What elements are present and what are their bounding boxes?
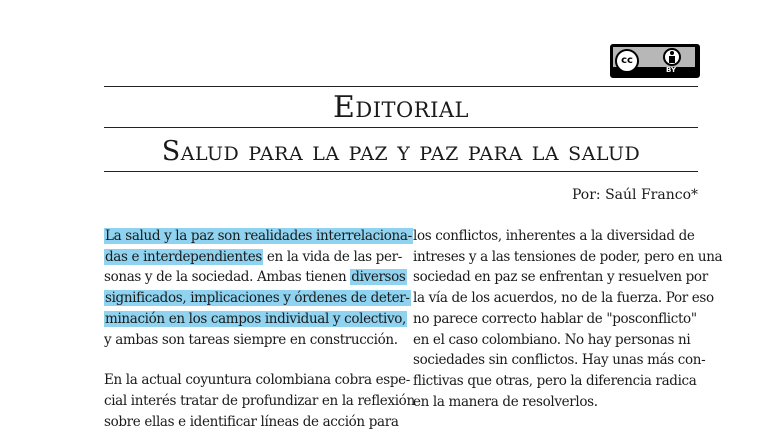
highlighted-text[interactable]: das e interdependientes: [105, 248, 262, 265]
attribution-person-icon: [663, 48, 681, 66]
text-line: En la actual coyuntura colombiana cobra espe-: [104, 372, 410, 389]
highlighted-text[interactable]: La salud y la paz son realidades interrelaciona-: [105, 228, 412, 244]
left-column: [104, 226, 415, 432]
text-line: en el caso colombiano. No hay personas ni: [413, 331, 691, 348]
text-line: no parece correcto hablar de "posconflicto": [413, 310, 697, 327]
text-line: [104, 226, 412, 247]
body-text: sonas y de la sociedad. Ambas tienen: [104, 269, 351, 286]
text-line: sobre ellas e identificar líneas de acción para: [104, 413, 399, 430]
bottom-rule: [104, 171, 698, 172]
right-column: [413, 226, 723, 412]
text-line: [104, 288, 410, 309]
cc-icon: cc: [615, 49, 639, 73]
text-line: los conflictos, inherentes a la diversidad de: [413, 228, 695, 244]
paragraph: [104, 226, 412, 350]
paragraph-gap: [104, 350, 394, 370]
text-line: sociedades sin conflictos. Hay unas más con-: [413, 352, 706, 369]
text-line: flictivas que otras, pero la diferencia radica: [413, 372, 697, 389]
text-line: la vía de los acuerdos, no de la fuerza. Por eso: [413, 290, 714, 307]
paragraph: [104, 370, 415, 432]
highlighted-text[interactable]: significados, implicaciones y órdenes de deter-: [105, 290, 410, 307]
creative-commons-by-badge: [610, 44, 700, 78]
text-line: [104, 247, 402, 268]
article-title: Salud para la paz y paz para la salud: [161, 136, 641, 167]
paragraph: [413, 226, 723, 412]
license-by-label: BY: [666, 66, 677, 74]
body-text: en la vida de las per-: [262, 248, 402, 265]
text-line: en la manera de resolverlos.: [413, 393, 598, 410]
text-line: y ambas son tareas siempre en construcción.: [104, 331, 398, 348]
text-line: cial interés tratar de profundizar en la reflexión: [104, 392, 415, 409]
text-line: [104, 267, 406, 288]
highlighted-text[interactable]: diversos: [351, 269, 406, 286]
top-rule: [104, 86, 698, 87]
text-line: [104, 309, 406, 330]
author-byline: Por: Saúl Franco*: [571, 187, 698, 203]
text-line: intreses y a las tensiones de poder, pero en una: [413, 248, 723, 265]
middle-rule: [104, 127, 698, 128]
highlighted-text[interactable]: minación en los campos individual y colectivo,: [105, 310, 406, 327]
text-line: sociedad en paz se enfrentan y resuelven por: [413, 269, 708, 286]
section-heading: Editorial: [333, 90, 469, 125]
